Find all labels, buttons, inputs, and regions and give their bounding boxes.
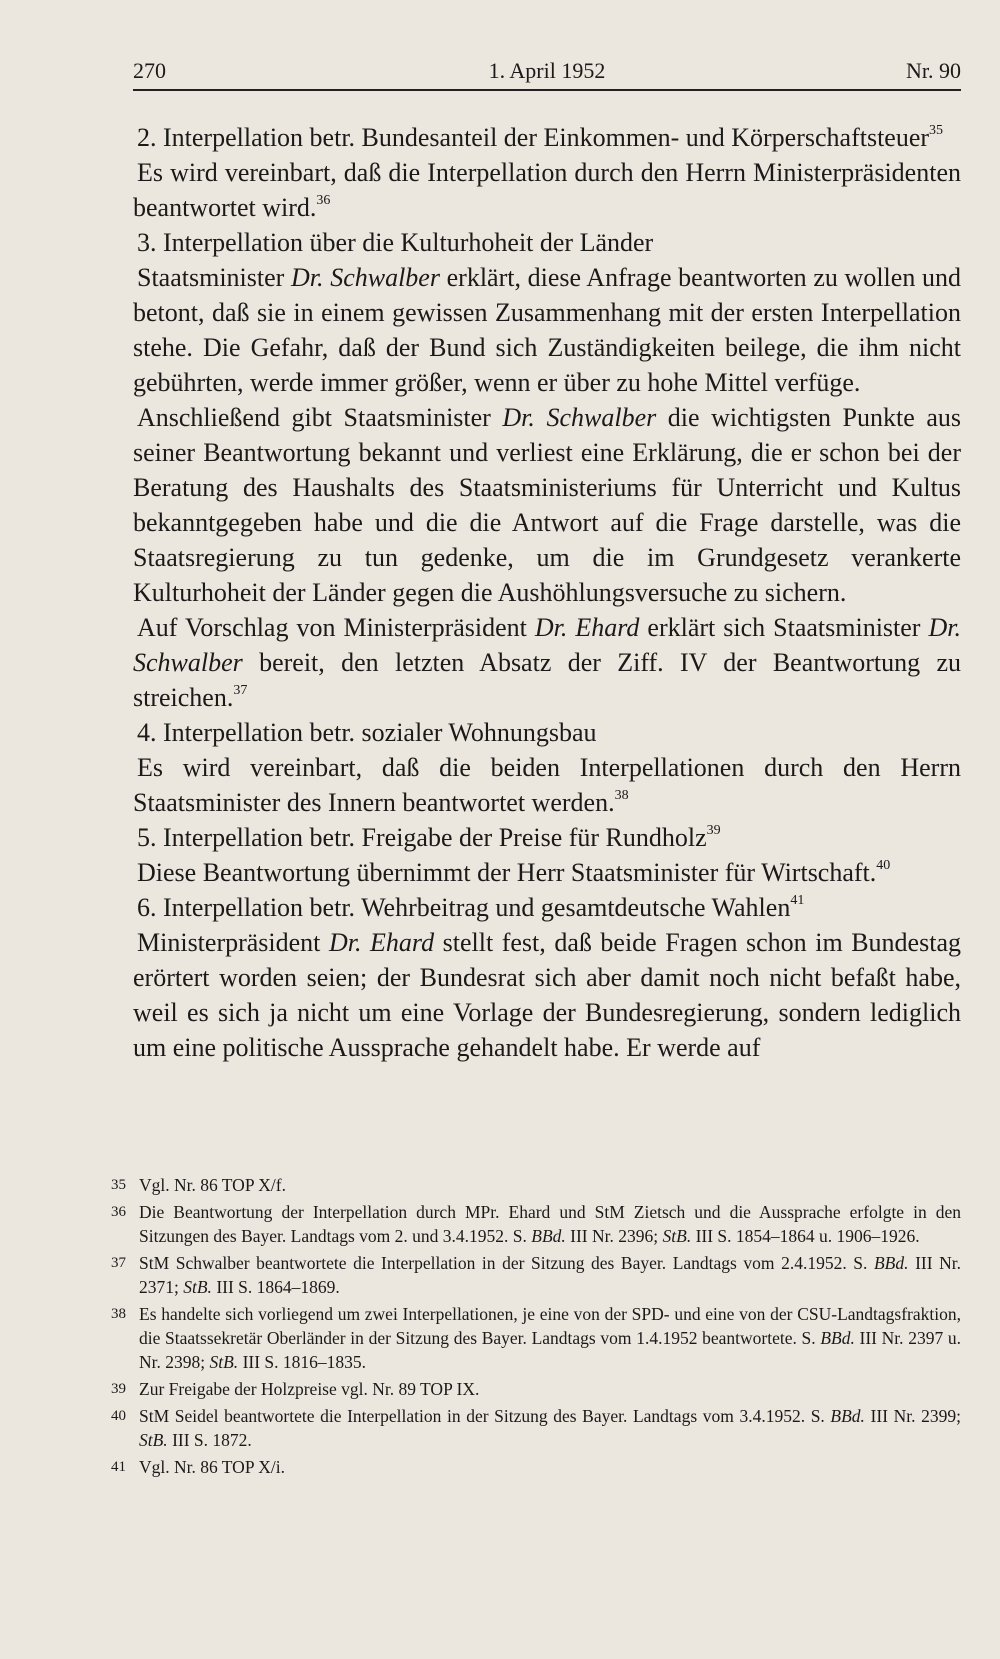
header-rule xyxy=(133,89,961,91)
footnote-ref: 40 xyxy=(876,858,891,873)
footnote-text: Zur Freigabe der Holzpreise vgl. Nr. 89 TOP IX. xyxy=(139,1379,480,1399)
footnote xyxy=(111,1173,961,1197)
footnote-text: III Nr. 2371; xyxy=(139,1253,962,1297)
source-abbreviation: StB. xyxy=(209,1352,239,1372)
header-issue-number: Nr. 90 xyxy=(906,58,961,83)
paragraph: Staatsminister Dr. Schwalber erklärt, diese Anfrage beantworten zu wollen und betont, daß sie in einem gewissen Zusammenhang mit der ersten Interpellation stehe. Die Gefahr, daß der Bund sich Zuständigkeiten beilege, die ihm nicht gebührten, werde immer größer, wenn er über zu hohe Mittel verfüge. xyxy=(133,263,961,397)
footnote-text: III S. 1816–1835. xyxy=(238,1352,367,1372)
footnote-text: III S. 1872. xyxy=(167,1430,252,1450)
source-abbreviation: StB. xyxy=(183,1277,212,1297)
page-number: 270 xyxy=(133,58,166,83)
person-name: Dr. Ehard xyxy=(328,928,435,957)
footnote xyxy=(111,1251,961,1299)
source-abbreviation: BBd. xyxy=(531,1226,566,1246)
paragraph: Es wird vereinbart, daß die Interpellation durch den Herrn Ministerpräsidenten beantwortet wird.$^{36}$ xyxy=(133,158,961,222)
page-header xyxy=(133,50,961,90)
footnote-text: StM Seidel beantwortete die Interpellation in der Sitzung des Bayer. Landtags vom 3.4.1952. S. xyxy=(139,1406,831,1426)
footnote-number: 41 xyxy=(111,1459,126,1475)
agenda-item-5-heading: 5. Interpellation betr. Freigabe der Preise für Rundholz$^{39}$ xyxy=(137,823,721,852)
person-name: Dr. Ehard xyxy=(534,613,640,642)
agenda-item-2-heading: 2. Interpellation betr. Bundesanteil der Einkommen- und Körperschaftsteuer$^{35}$ xyxy=(137,123,944,152)
source-abbreviation: BBd. xyxy=(873,1253,909,1273)
footnote-ref: 38 xyxy=(614,788,629,803)
header-date: 1. April 1952 xyxy=(488,58,606,83)
footnote-ref: 39 xyxy=(706,823,721,838)
footnote-number: 35 xyxy=(111,1177,126,1193)
footnote-ref: 35 xyxy=(929,123,944,138)
footnote-number: 40 xyxy=(111,1408,126,1424)
footnote-text: III Nr. 2396; xyxy=(565,1226,663,1246)
paragraph: Diese Beantwortung übernimmt der Herr Staatsminister für Wirtschaft.$^{40}$ xyxy=(137,858,891,887)
agenda-item-4-heading: 4. Interpellation betr. sozialer Wohnungsbau xyxy=(137,718,597,747)
source-abbreviation: StB. xyxy=(139,1430,168,1450)
footnote-number: 38 xyxy=(111,1306,126,1322)
agenda-item-3-heading: 3. Interpellation über die Kulturhoheit der Länder xyxy=(137,228,654,257)
footnote-text: III Nr. 2397 u. Nr. 2398; xyxy=(139,1328,961,1372)
footnote xyxy=(111,1377,961,1401)
footnote-text: III S. 1864–1869. xyxy=(211,1277,340,1297)
footnotes xyxy=(111,1173,961,1482)
footnote xyxy=(111,1200,961,1248)
paragraph: Ministerpräsident Dr. Ehard stellt fest, daß beide Fragen schon im Bundestag erörtert worden seien; der Bundesrat sich aber damit noch nicht befaßt habe, weil es sich ja nicht um eine Vorlage der Bundesregierung, sondern lediglich um eine politische Aussprache gehandelt habe. Er werde auf xyxy=(133,928,961,1062)
footnote-text: III S. 1854–1864 u. 1906–1926. xyxy=(691,1226,920,1246)
paragraph: Es wird vereinbart, daß die beiden Interpellationen durch den Herrn Staatsminister des Innern beantwortet werden.$^{38}$ xyxy=(133,753,961,817)
source-abbreviation: BBd. xyxy=(820,1328,855,1348)
paragraph: Auf Vorschlag von Ministerpräsident Dr. Ehard erklärt sich Staatsminister Dr. Schwalber bereit, den letzten Absatz der Ziff. IV der Beantwortung zu streichen.$^{37}$ xyxy=(133,613,961,712)
footnote xyxy=(111,1404,961,1452)
footnote xyxy=(111,1302,961,1374)
footnote-text: Vgl. Nr. 86 TOP X/f. xyxy=(139,1175,286,1195)
footnote-text: StM Schwalber beantwortete die Interpellation in der Sitzung des Bayer. Landtags vom 2.4.1952. S. xyxy=(139,1253,874,1273)
footnote-ref: 41 xyxy=(790,893,805,908)
person-name: Dr. Schwalber xyxy=(291,263,440,292)
footnote-text: Vgl. Nr. 86 TOP X/i. xyxy=(139,1457,286,1477)
paragraph: Anschließend gibt Staatsminister Dr. Schwalber die wichtigsten Punkte aus seiner Beantwortung bekannt und verliest eine Erklärung, die er schon bei der Beratung des Haushalts des Staatsministeriums für Unterricht und Kultus bekanntgegeben habe und die die Antwort auf die Frage darstelle, was die Staatsregierung zu tun gedenke, um die im Grundgesetz verankerte Kulturhoheit der Länder gegen die Aushöhlungsversuche zu sichern. xyxy=(133,403,961,607)
main-text xyxy=(133,120,961,1065)
footnote-number: 37 xyxy=(111,1255,126,1271)
footnote-ref: 36 xyxy=(316,193,331,208)
person-name: Dr. Schwalber xyxy=(133,613,961,677)
person-name: Dr. Schwalber xyxy=(502,403,657,432)
footnote-text: III Nr. 2399; xyxy=(864,1406,961,1426)
footnote-number: 39 xyxy=(111,1381,126,1397)
agenda-item-6-heading: 6. Interpellation betr. Wehrbeitrag und gesamtdeutsche Wahlen$^{41}$ xyxy=(137,893,805,922)
footnote-text: Es handelte sich vorliegend um zwei Interpellationen, je eine von der SPD- und eine von der CSU-Landtagsfraktion, die Staatssekretär Oberländer in der Sitzung des Bayer. Landtags vom 1.4.1952 beantwortete. S. xyxy=(139,1304,961,1348)
footnote-text: Die Beantwortung der Interpellation durch MPr. Ehard und StM Zietsch und die Aussprache erfolgte in den Sitzungen des Bayer. Landtags vom 2. und 3.4.1952. S. xyxy=(139,1202,961,1246)
footnote-number: 36 xyxy=(111,1204,126,1220)
source-abbreviation: BBd. xyxy=(830,1406,865,1426)
footnote-ref: 37 xyxy=(233,683,248,698)
footnote xyxy=(111,1455,961,1479)
source-abbreviation: StB. xyxy=(662,1226,692,1246)
